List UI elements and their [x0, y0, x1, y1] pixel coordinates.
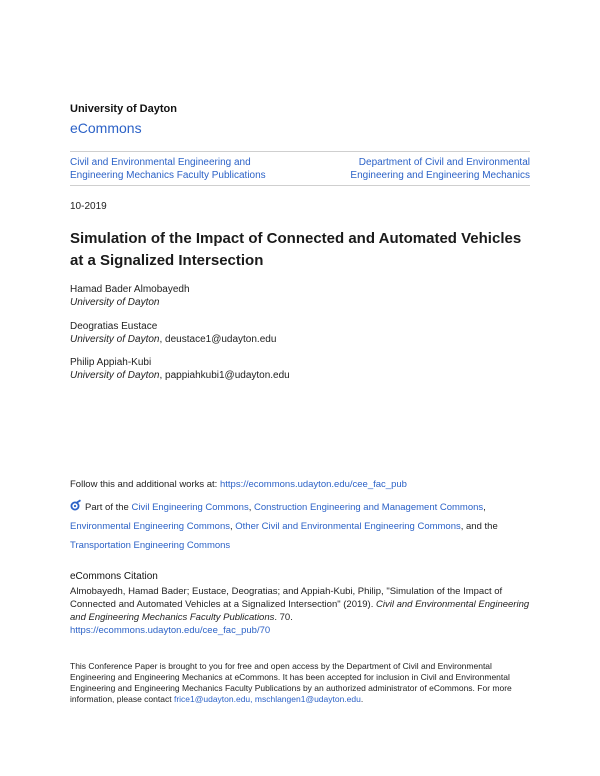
department-link[interactable]: Department of Civil and Environmental Engineering and Engineering Mechanics [350, 157, 530, 181]
follow-line [70, 479, 407, 490]
ecommons-link[interactable]: eCommons [70, 120, 142, 136]
citation-url-link[interactable]: https://ecommons.udayton.edu/cee_fac_pub/70 [70, 625, 271, 636]
author-email: deustace1@udayton.edu [165, 334, 277, 345]
author-name: Deogratias Eustace [70, 321, 158, 332]
faculty-publications-link[interactable]: Civil and Environmental Engineering and Engineering Mechanics Faculty Publications [70, 157, 266, 181]
author-affiliation: University of Dayton [70, 334, 160, 345]
author-email: pappiahkubi1@udayton.edu [165, 370, 290, 381]
top-divider [70, 151, 530, 152]
civil-engineering-commons-link[interactable]: Civil Engineering Commons [131, 502, 249, 513]
access-notice: This Conference Paper is brought to you for free and open access by the Department of Civil and Environmental Engineering and Engineering Mechanics at eCommons. It has been accepted for inclusion in Civil and Environmental Engineering and Engineering Mechanics Faculty Publications by an authorized administrator of eCommons. For more information, please contact frice1@udayton.edu, mschlangen1@udayton.edu. [70, 661, 512, 704]
author-name: Philip Appiah-Kubi [70, 357, 152, 368]
bottom-divider [70, 185, 530, 186]
follow-url-link[interactable]: https://ecommons.udayton.edu/cee_fac_pub [219, 479, 407, 490]
transportation-engineering-commons-link[interactable]: Transportation Engineering Commons [70, 540, 231, 551]
citation-number: . 70. [274, 612, 293, 623]
part-of-prefix: Part of the [85, 502, 132, 513]
environmental-engineering-commons-link[interactable]: Environmental Engineering Commons [70, 521, 230, 532]
follow-text: Follow this and additional works at: [70, 479, 220, 490]
contact-emails-link[interactable]: frice1@udayton.edu, mschlangen1@udayton.edu [173, 694, 361, 704]
publication-date: 10-2019 [70, 201, 107, 212]
author-affiliation: University of Dayton [70, 297, 160, 308]
other-civil-environmental-commons-link[interactable]: Other Civil and Environmental Engineering Commons [235, 521, 461, 532]
citation-body [70, 585, 535, 637]
access-notice-text: This Conference Paper is brought to you for free and open access by the Department of Civil and Environmental Engineering and Engineering Mechanics at eCommons. It has been accepted for inclusion in Civil and Environmental Engineering and Engineering Mechanics Faculty Publications by an authorized administrator of eCommons. For more information, please contact [70, 661, 512, 704]
paper-title: Simulation of the Impact of Connected and Automated Vehicles at a Signalized Intersection [70, 230, 522, 269]
author-block [70, 283, 190, 309]
author-name: Hamad Bader Almobayedh [70, 284, 190, 295]
author-block: Philip Appiah-Kubi University of Dayton, pappiahkubi1@udayton.edu [70, 357, 290, 381]
construction-engineering-commons-link[interactable]: Construction Engineering and Management Commons [253, 502, 484, 513]
citation-heading: eCommons Citation [70, 571, 158, 582]
author-affiliation: University of Dayton [70, 370, 160, 381]
part-of-section: Part of the Civil Engineering Commons, Construction Engineering and Management Commons, Environmental Engineering Commons, Other Civil and Environmental Engineering Commons, and the Transportation Engineering Commons [70, 498, 530, 555]
citation-source: Civil and Environmental Engineering and Engineering Mechanics Faculty Publications [70, 599, 530, 623]
institution-name: University of Dayton [70, 103, 177, 115]
author-block: Deogratias Eustace University of Dayton, deustace1@udayton.edu [70, 321, 277, 345]
citation-text: Almobayedh, Hamad Bader; Eustace, Deogratias; and Appiah-Kubi, Philip, "Simulation of the Impact of Connected and Automated Vehicles at a Signalized Intersection" (2019). [70, 586, 503, 610]
open-access-icon [70, 499, 82, 511]
